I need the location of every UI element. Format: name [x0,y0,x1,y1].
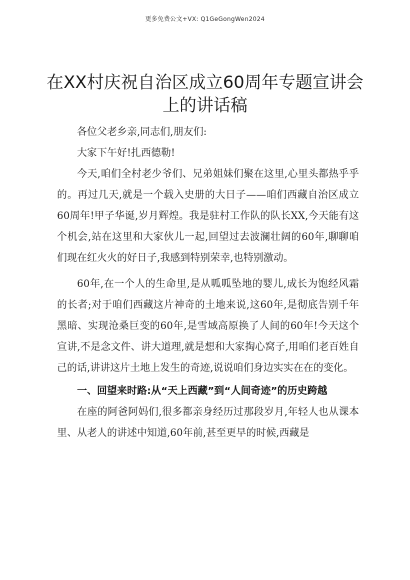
header-note: 更多免费公文+VX: Q1GeGongWen2024 [145,16,265,23]
paragraph: 在座的阿爸阿妈们,很多都亲身经历过那段岁月,年轻人也从课本里、从老人的讲述中知道,60年前,甚至更早的时候,西藏是 [57,407,359,439]
section-heading: 一、回望来时路:从“天上西藏”到“人间奇迹”的历史跨越 [77,386,328,397]
paragraph: 60年,在一个人的生命里,是从呱呱坠地的婴儿,成长为饱经风霜的长者;对于咱们西藏这片神奇的土地来说,这60年,是彻底告别千年黑暗、实现沧桑巨变的60年,是雪域高原换了人间的60年!今天这个宣讲,不是念文件、讲大道理,就是想和大家掏心窝子,用咱们老百姓自己的话,讲讲这片土地上发生的奇迹,说说咱们身边实实在在的变化。 [57,279,359,374]
document-title: 在XX村庆祝自治区成立60周年专题宣讲会上的讲话稿 [46,73,364,116]
salutation: 各位父老乡亲,同志们,朋友们: [77,127,207,138]
document-body [57,122,359,444]
greeting: 大家下午好!扎西德勒! [77,148,176,159]
paragraph: 今天,咱们全村老少爷们、兄弟姐妹们聚在这里,心里头都热乎乎的。再过几天,就是一个载入史册的大日子——咱们西藏自治区成立60周年!甲子华诞,岁月辉煌。我是驻村工作队的队长XX,今天能有这个机会,站在这里和大家伙儿一起,回望过去波澜壮阔的60年,聊聊咱们现在红火火的好日子,我感到特别荣幸,也特别激动。 [57,169,359,264]
